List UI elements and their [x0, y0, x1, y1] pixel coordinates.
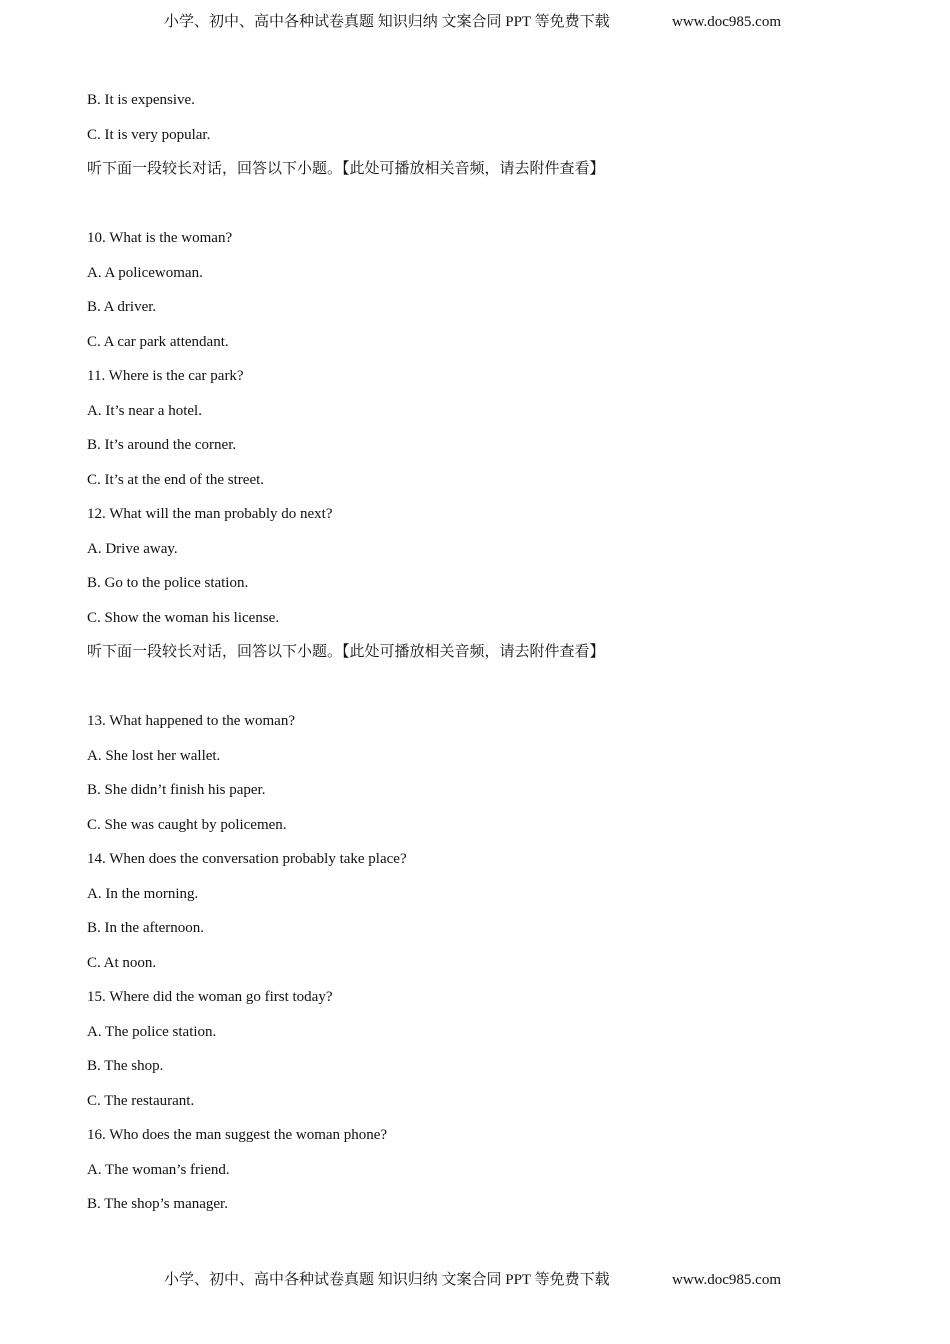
document-body	[87, 83, 887, 1222]
answer-option: B. The shop.	[87, 1058, 164, 1074]
answer-option: C. It’s at the end of the street.	[87, 471, 265, 488]
answer-option: A. Drive away.	[87, 540, 178, 557]
header-text: 小学、初中、高中各种试卷真题 知识归纳 文案合同 PPT 等免费下载	[164, 14, 610, 30]
answer-option: C. At noon.	[87, 954, 157, 971]
question: 13. What happened to the woman?	[87, 713, 295, 729]
answer-option: B. It’s around the corner.	[87, 437, 237, 453]
listening-instruction: 听下面一段较长对话，回答以下小题。【此处可播放相关音频，请去附件查看】	[87, 161, 605, 177]
spacer	[87, 670, 887, 705]
answer-option: B. A driver.	[87, 299, 157, 315]
answer-option: A. It’s near a hotel.	[87, 402, 202, 419]
listening-instruction: 听下面一段较长对话，回答以下小题。【此处可播放相关音频，请去附件查看】	[87, 644, 605, 660]
answer-option: B. In the afternoon.	[87, 920, 205, 936]
answer-option: A. In the morning.	[87, 885, 199, 902]
answer-option: A. A policewoman.	[87, 264, 203, 281]
answer-option: B. The shop’s manager.	[87, 1196, 228, 1212]
answer-option: A. The police station.	[87, 1023, 217, 1040]
answer-option: C. It is very popular.	[87, 126, 211, 143]
answer-option: A. The woman’s friend.	[87, 1161, 230, 1178]
spacer	[87, 187, 887, 222]
header-url: www.doc985.com	[672, 14, 782, 30]
answer-option: C. The restaurant.	[87, 1092, 195, 1109]
answer-option: B. Go to the police station.	[87, 575, 249, 591]
question: 16. Who does the man suggest the woman phone?	[87, 1127, 388, 1143]
question: 12. What will the man probably do next?	[87, 506, 333, 522]
question: 11. Where is the car park?	[87, 368, 244, 384]
answer-option: B. It is expensive.	[87, 92, 195, 108]
answer-option: B. She didn’t finish his paper.	[87, 782, 266, 798]
footer-text: 小学、初中、高中各种试卷真题 知识归纳 文案合同 PPT 等免费下载	[164, 1272, 610, 1288]
question: 10. What is the woman?	[87, 230, 233, 246]
answer-option: C. She was caught by policemen.	[87, 816, 287, 833]
answer-option: C. Show the woman his license.	[87, 609, 280, 626]
answer-option: A. She lost her wallet.	[87, 747, 221, 764]
answer-option: C. A car park attendant.	[87, 333, 229, 350]
question: 15. Where did the woman go first today?	[87, 989, 333, 1005]
question: 14. When does the conversation probably take place?	[87, 851, 407, 867]
footer-url: www.doc985.com	[672, 1272, 782, 1288]
